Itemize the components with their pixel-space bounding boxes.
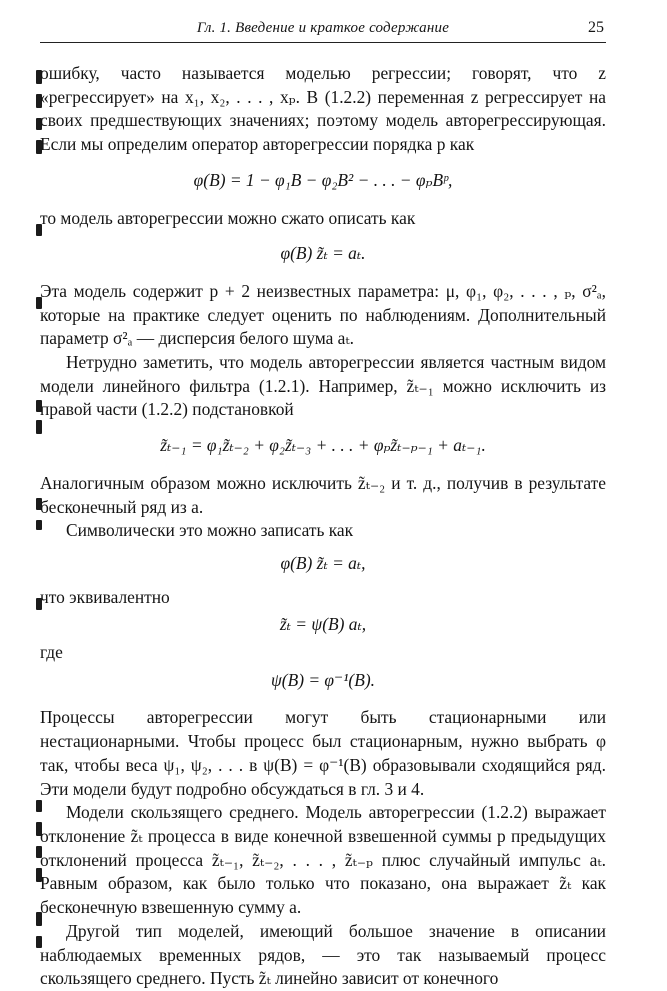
paragraph: Процессы авторегрессии могут быть стационарными или нестационарными. Чтобы процесс был стационарным, нужно выбрать φ так, чтобы веса ψ₁, ψ₂, . . . в ψ(B) = φ⁻¹(B) образовывали сходящийся ряд. Эти модели будут подробно обсуждаться в гл. 3 и 4. (40, 707, 606, 799)
equation-symbolic: φ(B) z̃ₜ = aₜ, (280, 552, 366, 573)
paragraph: Другой тип моделей, имеющий большое значение в описании наблюдаемых временных рядов, — это так называемый процесс скользящего среднего. Пусть z̃ₜ линейно зависит от конечного (40, 920, 606, 989)
paragraph: Аналогичным образом можно исключить z̃ₜ₋₂ и т. д., получив в результате бесконечный ряд из a. (40, 472, 606, 517)
paragraph: где (40, 642, 63, 663)
body-text (40, 62, 606, 991)
equation-equivalent: z̃ₜ = ψ(B) aₜ, (279, 614, 367, 635)
paragraph: что эквивалентно (40, 586, 170, 607)
page-number: 25 (588, 19, 604, 36)
paragraph: Символически это можно записать как (66, 520, 354, 541)
paragraph: то модель авторегрессии можно сжато описать как (40, 207, 416, 228)
running-title: Гл. 1. Введение и краткое содержание (196, 20, 450, 36)
page-header (40, 16, 606, 43)
paragraph: ошибку, часто называется моделью регрессии; говорят, что z «регрессирует» на x₁, x₂, . . . , xₚ. В (1.2.2) переменная z регрессирует на своих предшествующих значениях; поэтому модель авторегрессирующая. Если мы определим оператор авторегрессии порядка p как (40, 63, 606, 155)
paragraph: Модели скользящего среднего. Модель авторегрессии (1.2.2) выражает отклонение z̃ₜ процесса в виде конечной взвешенной суммы p предыдущих отклонений процесса z̃ₜ₋₁, z̃ₜ₋₂, . . . , z̃ₜ₋ₚ плюс случайный импульс aₜ. Равным образом, как было только что показано, она выражает z̃ₜ как бесконечную взвешенную сумму a. (40, 802, 606, 918)
equation-ar-model: φ(B) z̃ₜ = aₜ. (280, 243, 366, 264)
equation-psi: ψ(B) = φ⁻¹(B). (270, 669, 375, 690)
equation-substitution: z̃ₜ₋₁ = φ₁z̃ₜ₋₂ + φ₂z̃ₜ₋₃ + . . . + φₚz̃ₜ₋ₚ₋₁ + aₜ₋₁. (160, 435, 486, 456)
paragraph: Нетрудно заметить, что модель авторегрессии является частным видом модели линейного фильтра (1.2.1). Например, z̃ₜ₋₁ можно исключить из правой части (1.2.2) подстановкой (40, 352, 606, 420)
equation-ar-operator: φ(B) = 1 − φ₁B − φ₂B² − . . . − φₚBᵖ, (193, 169, 453, 190)
paragraph: Эта модель содержит p + 2 неизвестных параметра: μ, φ₁, φ₂, . . . , ₚ, σ²ₐ, которые на практике следует оценить по наблюдениям. Дополнительный параметр σ²ₐ — дисперсия белого шума aₜ. (40, 280, 606, 349)
